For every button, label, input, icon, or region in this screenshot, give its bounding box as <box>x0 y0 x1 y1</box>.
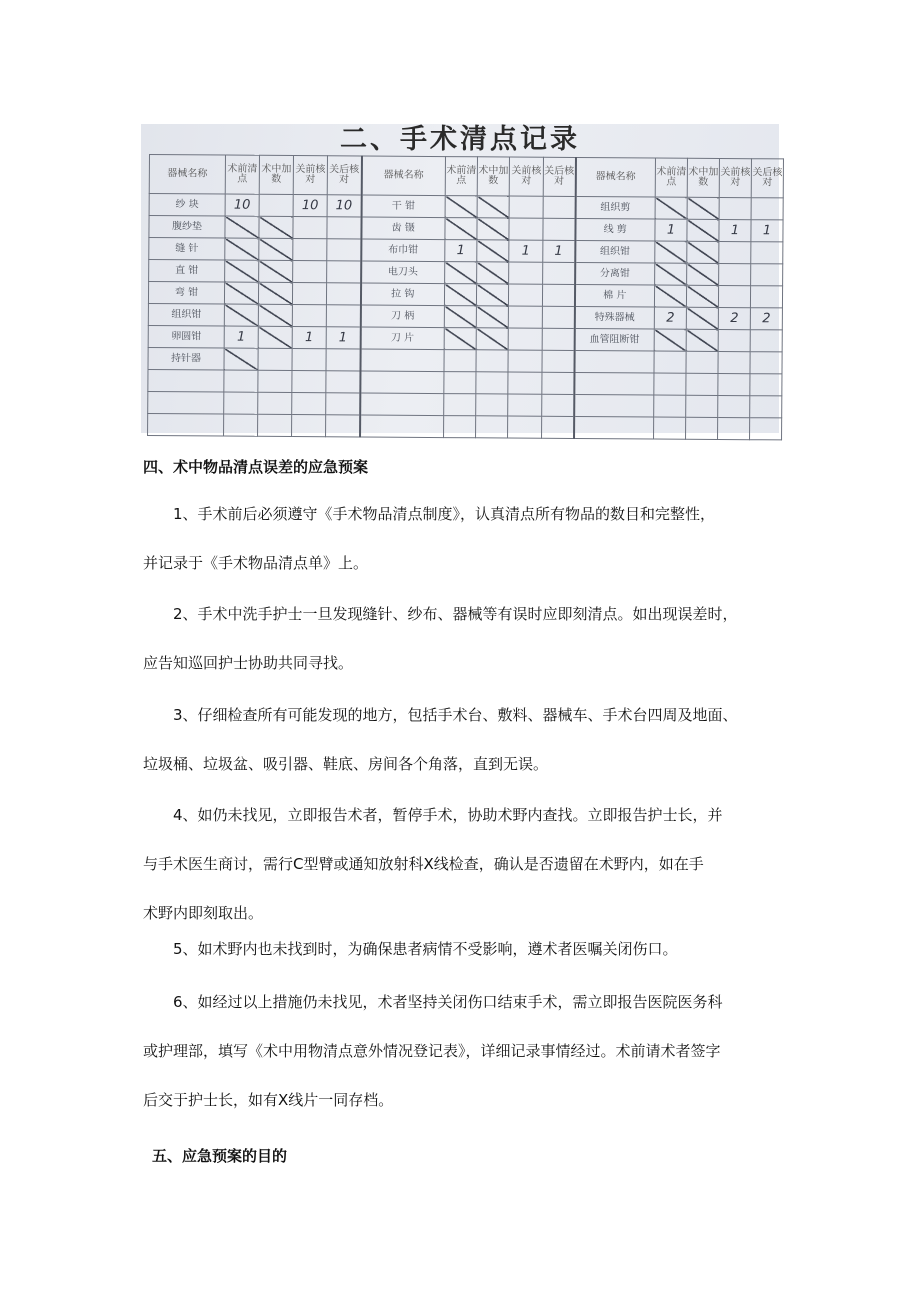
count-cell <box>293 217 327 239</box>
slash-mark-cell <box>259 260 293 282</box>
table-header-cell: 器械名称 <box>149 155 225 195</box>
paragraph-line: 1、手术前后必须遵守《手术物品清点制度》，认真清点所有物品的数目和完整性， <box>173 505 716 523</box>
paragraph-line: 6、如经过以上措施仍未找见，术者坚持关闭伤口结束手术，需立即报告医院医务科 <box>173 993 723 1011</box>
slash-mark-cell <box>444 284 476 306</box>
count-cell <box>476 350 508 372</box>
paragraph-5 <box>143 925 803 974</box>
instrument-name-cell: 线 剪 <box>575 218 655 241</box>
count-cell <box>326 283 360 305</box>
slash-mark-cell <box>225 238 259 260</box>
slash-mark-cell <box>259 216 293 238</box>
count-cell <box>750 330 782 352</box>
count-cell <box>327 261 361 283</box>
count-cell: 1 <box>751 220 783 242</box>
table-header-cell: 术中加数 <box>687 158 719 197</box>
slash-mark-cell <box>224 282 258 304</box>
table-header-cell: 关前核对 <box>509 157 543 196</box>
slash-mark-cell <box>259 238 293 260</box>
slash-mark-cell <box>258 282 292 304</box>
count-cell <box>509 262 543 284</box>
section4-heading: 四、术中物品清点误差的应急预案 <box>143 458 369 476</box>
instrument-name-cell: 腹纱垫 <box>149 216 225 239</box>
count-cell <box>718 329 750 351</box>
count-cell <box>224 414 258 436</box>
instrument-name-cell: 直 钳 <box>149 260 225 283</box>
slash-mark-cell <box>686 285 718 307</box>
count-cell <box>654 417 686 439</box>
count-cell <box>750 374 782 396</box>
count-cell <box>444 372 476 394</box>
slash-mark-cell <box>445 196 477 218</box>
instrument-name-cell <box>360 415 444 438</box>
slash-mark-cell <box>686 329 718 351</box>
instrument-name-cell <box>574 350 654 373</box>
count-cell <box>292 305 326 327</box>
table-header-cell: 关前核对 <box>293 156 327 195</box>
count-cell <box>718 417 750 439</box>
count-cell <box>326 349 360 371</box>
count-cell <box>258 414 292 436</box>
slash-mark-cell <box>476 306 508 328</box>
count-cell <box>293 261 327 283</box>
instrument-name-cell <box>574 372 654 395</box>
count-cell <box>508 416 542 438</box>
count-cell <box>259 194 293 216</box>
count-cell <box>508 328 542 350</box>
count-cell: 10 <box>327 195 361 217</box>
slash-mark-cell <box>258 304 292 326</box>
count-cell <box>718 373 750 395</box>
paragraph-6 <box>143 978 803 1125</box>
instrument-name-cell: 缝 针 <box>149 238 225 261</box>
count-cell <box>326 415 360 437</box>
slash-mark-cell <box>225 260 259 282</box>
slash-mark-cell <box>445 262 477 284</box>
paragraph-3 <box>143 691 803 789</box>
count-cell <box>509 218 543 240</box>
count-cell <box>751 242 783 264</box>
count-cell <box>292 283 326 305</box>
instrument-name-cell: 特殊器械 <box>574 306 654 329</box>
slash-mark-cell <box>476 284 508 306</box>
count-cell <box>750 286 782 308</box>
table-header-cell: 关后核对 <box>327 156 361 195</box>
count-cell <box>654 395 686 417</box>
table-header-cell: 术中加数 <box>477 157 509 196</box>
paragraph-line: 3、仔细检查所有可能发现的地方，包括手术台、敷料、器械车、手术台四周及地面、 <box>173 706 738 724</box>
count-cell <box>686 395 718 417</box>
count-cell: 2 <box>750 308 782 330</box>
count-cell <box>292 393 326 415</box>
slash-mark-cell <box>655 197 687 219</box>
count-cell <box>751 264 783 286</box>
count-cell <box>542 394 574 416</box>
count-cell <box>718 395 750 417</box>
instrument-name-cell: 持针器 <box>148 347 224 370</box>
count-cell <box>258 370 292 392</box>
slash-mark-cell <box>225 216 259 238</box>
slash-mark-cell <box>655 241 687 263</box>
count-cell <box>719 241 751 263</box>
count-cell: 2 <box>654 307 686 329</box>
table-row <box>148 413 782 439</box>
slash-mark-cell <box>655 263 687 285</box>
count-cell <box>327 217 361 239</box>
instrument-name-cell: 拉 钩 <box>360 283 444 306</box>
table-header-cell: 术中加数 <box>259 155 293 194</box>
instrument-name-cell: 血管阻断钳 <box>574 328 654 351</box>
slash-mark-cell <box>687 219 719 241</box>
instrument-name-cell <box>148 369 224 392</box>
instrument-name-cell <box>360 349 444 372</box>
count-cell: 1 <box>292 327 326 349</box>
count-cell <box>508 350 542 372</box>
slash-mark-cell <box>444 328 476 350</box>
count-cell <box>719 263 751 285</box>
count-cell <box>750 352 782 374</box>
count-cell <box>543 218 575 240</box>
form-title: 二、手术清点记录 <box>340 124 580 155</box>
count-cell <box>293 239 327 261</box>
section5-heading: 五、应急预案的目的 <box>152 1147 288 1165</box>
count-cell <box>508 372 542 394</box>
surgical-count-table <box>147 154 784 440</box>
count-cell: 1 <box>655 219 687 241</box>
instrument-name-cell: 棉 片 <box>574 284 654 307</box>
instrument-name-cell: 纱 块 <box>149 194 225 217</box>
paragraph-line: 2、手术中洗手护士一旦发现缝针、纱布、器械等有误时应即刻清点。如出现误差时， <box>173 605 738 623</box>
instrument-name-cell: 齿 镊 <box>361 217 445 240</box>
instrument-name-cell: 弯 钳 <box>148 282 224 305</box>
count-cell <box>444 394 476 416</box>
table-header-cell: 术前清点 <box>445 157 477 196</box>
instrument-name-cell: 布巾钳 <box>361 239 445 262</box>
count-cell <box>543 196 575 218</box>
count-cell <box>542 372 574 394</box>
paragraph-line: 5、如术野内也未找到时，为确保患者病情不受影响，遵术者医嘱关闭伤口。 <box>173 940 678 958</box>
paragraph-line: 后交于护士长，如有X线片一同存档。 <box>143 1091 394 1109</box>
count-cell <box>224 392 258 414</box>
table-header-cell: 关后核对 <box>543 157 575 196</box>
slash-mark-cell <box>687 241 719 263</box>
paragraph-4 <box>143 791 803 938</box>
count-cell <box>292 415 326 437</box>
slash-mark-cell <box>445 218 477 240</box>
paragraph-line: 或护理部，填写《术中用物清点意外情况登记表》，详细记录事情经过。术前请术者签字 <box>143 1042 721 1060</box>
count-cell <box>751 198 783 220</box>
table-header-cell: 术前清点 <box>225 155 259 194</box>
count-cell <box>292 349 326 371</box>
instrument-name-cell: 分离钳 <box>575 262 655 285</box>
count-cell: 1 <box>224 326 258 348</box>
count-cell <box>508 284 542 306</box>
count-cell: 10 <box>293 195 327 217</box>
slash-mark-cell <box>687 263 719 285</box>
count-cell <box>509 196 543 218</box>
count-cell <box>686 351 718 373</box>
count-cell <box>258 392 292 414</box>
paragraph-line: 4、如仍未找见，立即报告术者，暂停手术，协助术野内查找。立即报告护士长，并 <box>173 806 723 824</box>
count-cell: 1 <box>509 240 543 262</box>
count-cell: 2 <box>718 307 750 329</box>
surgical-count-form-photo <box>141 124 783 433</box>
slash-mark-cell <box>224 348 258 370</box>
instrument-name-cell: 电刀头 <box>361 261 445 284</box>
slash-mark-cell <box>477 196 509 218</box>
table-header-cell: 器械名称 <box>361 156 445 196</box>
paragraph-line: 与手术医生商讨，需行C型臂或通知放射科X线检查，确认是否遗留在术野内，如在手 <box>143 855 704 873</box>
count-cell <box>542 284 574 306</box>
instrument-name-cell: 组织钳 <box>148 303 224 326</box>
count-cell <box>718 351 750 373</box>
slash-mark-cell <box>687 197 719 219</box>
instrument-name-cell <box>148 413 224 436</box>
count-cell <box>476 394 508 416</box>
paragraph-line: 术野内即刻取出。 <box>143 904 264 922</box>
count-cell <box>508 394 542 416</box>
slash-mark-cell <box>476 328 508 350</box>
count-cell <box>654 351 686 373</box>
table-header-cell: 关后核对 <box>751 159 783 198</box>
count-cell: 1 <box>543 240 575 262</box>
count-cell <box>444 416 476 438</box>
table-header-row <box>149 155 783 198</box>
slash-mark-cell <box>444 306 476 328</box>
count-cell <box>686 417 718 439</box>
count-cell: 10 <box>225 194 259 216</box>
instrument-name-cell <box>574 416 654 439</box>
count-cell <box>326 305 360 327</box>
count-cell <box>542 416 574 438</box>
slash-mark-cell <box>258 326 292 348</box>
count-cell <box>543 262 575 284</box>
paragraph-line: 应告知巡回护士协助共同寻找。 <box>143 654 354 672</box>
count-cell <box>542 306 574 328</box>
count-cell <box>654 373 686 395</box>
instrument-name-cell: 卵圆钳 <box>148 325 224 348</box>
instrument-name-cell: 刀 片 <box>360 327 444 350</box>
paragraph-1 <box>143 490 803 588</box>
slash-mark-cell <box>477 240 509 262</box>
paragraph-2 <box>143 590 803 688</box>
slash-mark-cell <box>686 307 718 329</box>
slash-mark-cell <box>654 329 686 351</box>
count-cell <box>542 350 574 372</box>
slash-mark-cell <box>654 285 686 307</box>
count-cell <box>326 393 360 415</box>
count-cell <box>327 239 361 261</box>
count-cell <box>542 328 574 350</box>
slash-mark-cell <box>224 304 258 326</box>
count-cell <box>719 197 751 219</box>
count-cell <box>224 370 258 392</box>
instrument-name-cell <box>360 371 444 394</box>
count-cell <box>292 371 326 393</box>
table-header-cell: 关前核对 <box>719 158 751 197</box>
count-cell <box>476 372 508 394</box>
instrument-name-cell: 组织钳 <box>575 240 655 263</box>
count-cell <box>258 348 292 370</box>
count-cell <box>508 306 542 328</box>
table-header-cell: 器械名称 <box>575 157 655 197</box>
paragraph-line: 并记录于《手术物品清点单》上。 <box>143 554 369 572</box>
count-cell: 1 <box>326 327 360 349</box>
count-cell <box>750 396 782 418</box>
paragraph-line: 垃圾桶、垃圾盆、吸引器、鞋底、房间各个角落，直到无误。 <box>143 755 549 773</box>
instrument-name-cell: 刀 柄 <box>360 305 444 328</box>
count-cell: 1 <box>445 240 477 262</box>
table-header-cell: 术前清点 <box>655 158 687 197</box>
instrument-name-cell <box>574 394 654 417</box>
count-cell <box>686 373 718 395</box>
count-cell <box>750 418 782 440</box>
instrument-name-cell <box>148 391 224 414</box>
instrument-name-cell: 干 钳 <box>361 195 445 218</box>
count-cell <box>476 416 508 438</box>
count-cell <box>444 350 476 372</box>
slash-mark-cell <box>477 218 509 240</box>
instrument-name-cell: 组织剪 <box>575 196 655 219</box>
count-cell <box>326 371 360 393</box>
instrument-name-cell <box>360 393 444 416</box>
count-cell: 1 <box>719 219 751 241</box>
count-cell <box>718 285 750 307</box>
slash-mark-cell <box>477 262 509 284</box>
